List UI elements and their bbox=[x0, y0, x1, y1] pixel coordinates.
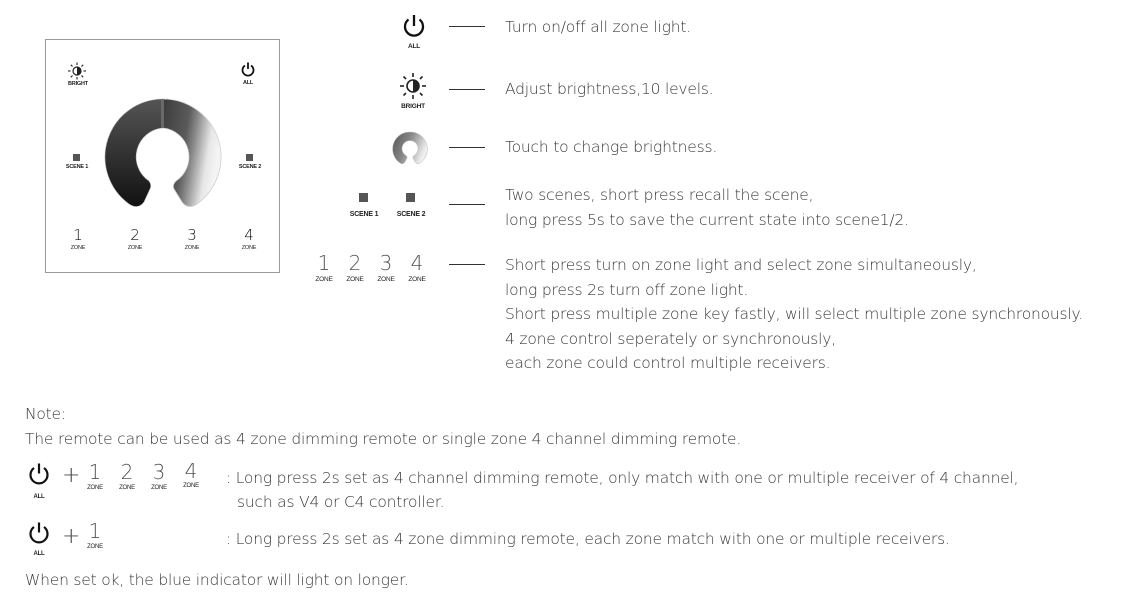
scenes-description: Two scenes, short press recall the scene, long press 5s to save the current state into scene1/2. bbox=[505, 186, 909, 229]
all-label: ALL bbox=[407, 43, 421, 50]
scene2-label: SCENE 2 bbox=[238, 164, 262, 170]
power-icon[interactable] bbox=[241, 62, 255, 77]
combo1-description: : Long press 2s set as 4 channel dimming remote, only match with one or multiple receiver of 4 channel, bbox=[226, 469, 1019, 487]
zone-button-4[interactable]: 4 ZONE bbox=[241, 226, 257, 251]
scene1-label: SCENE 1 bbox=[65, 164, 89, 170]
leader-line bbox=[449, 147, 485, 148]
zones-description: Short press turn on zone light and select zone simultaneously, long press 2s turn off zone light. Short press multiple zone key fastly, will select multiple zone synchronously. 4 zone control seperately or synchronously, each zone could control multiple receivers. bbox=[505, 256, 1084, 372]
brightness-description: Adjust brightness,10 levels. bbox=[505, 80, 714, 98]
zone-button-3[interactable]: 3 ZONE bbox=[184, 226, 200, 251]
all-label: ALL bbox=[242, 80, 254, 86]
scene1-label: SCENE 1 bbox=[349, 211, 379, 218]
zone-3-icon: 3 ZONE bbox=[151, 460, 167, 491]
zone-button-2[interactable]: 2 ZONE bbox=[127, 226, 143, 251]
power-icon bbox=[28, 462, 50, 486]
note-intro: The remote can be used as 4 zone dimming remote or single zone 4 channel dimming remote. bbox=[25, 430, 742, 448]
power-description: Turn on/off all zone light. bbox=[505, 18, 691, 36]
all-label: ALL bbox=[33, 494, 45, 500]
leader-line bbox=[449, 264, 485, 265]
wheel-description: Touch to change brightness. bbox=[505, 138, 718, 156]
leader-line bbox=[449, 89, 485, 90]
scene2-button[interactable] bbox=[246, 154, 253, 161]
leader-line bbox=[449, 26, 485, 27]
scene1-button[interactable] bbox=[73, 154, 80, 161]
brightness-sun-icon bbox=[398, 72, 428, 100]
plus-sign: + bbox=[62, 524, 81, 549]
zone-1-icon: 1 ZONE bbox=[87, 460, 103, 491]
scene2-label: SCENE 2 bbox=[396, 211, 426, 218]
touch-wheel-icon bbox=[392, 131, 428, 167]
zone-4-icon: 4 ZONE bbox=[183, 459, 199, 489]
plus-sign: + bbox=[62, 463, 81, 488]
scene2-square-icon bbox=[406, 193, 415, 202]
brightness-sun-icon[interactable] bbox=[67, 62, 87, 80]
zone-2-icon: 2 ZONE bbox=[119, 460, 135, 491]
power-icon bbox=[402, 13, 426, 39]
scene1-square-icon bbox=[359, 193, 368, 202]
bright-label: BRIGHT bbox=[401, 103, 425, 110]
combo2-description: : Long press 2s set as 4 zone dimming remote, each zone match with one or multiple receivers. bbox=[226, 530, 950, 548]
zone-2-icon: 2 ZONE bbox=[346, 251, 364, 283]
zone-4-icon: 4 ZONE bbox=[408, 251, 426, 283]
zone-3-icon: 3 ZONE bbox=[377, 251, 395, 283]
note-title: Note: bbox=[25, 405, 66, 423]
zone-1-icon: 1 ZONE bbox=[87, 519, 103, 550]
touch-wheel-slider[interactable] bbox=[102, 96, 224, 218]
zone-1-icon: 1 ZONE bbox=[315, 251, 333, 283]
remote-panel bbox=[45, 39, 280, 273]
note-footer: When set ok, the blue indicator will light on longer. bbox=[25, 571, 409, 589]
bright-label: BRIGHT bbox=[68, 81, 88, 87]
combo1-description-line2: such as V4 or C4 controller. bbox=[237, 493, 445, 511]
zone-button-1[interactable]: 1 ZONE bbox=[70, 226, 86, 251]
all-label: ALL bbox=[33, 551, 45, 557]
power-icon bbox=[28, 521, 50, 545]
leader-line bbox=[449, 204, 485, 205]
